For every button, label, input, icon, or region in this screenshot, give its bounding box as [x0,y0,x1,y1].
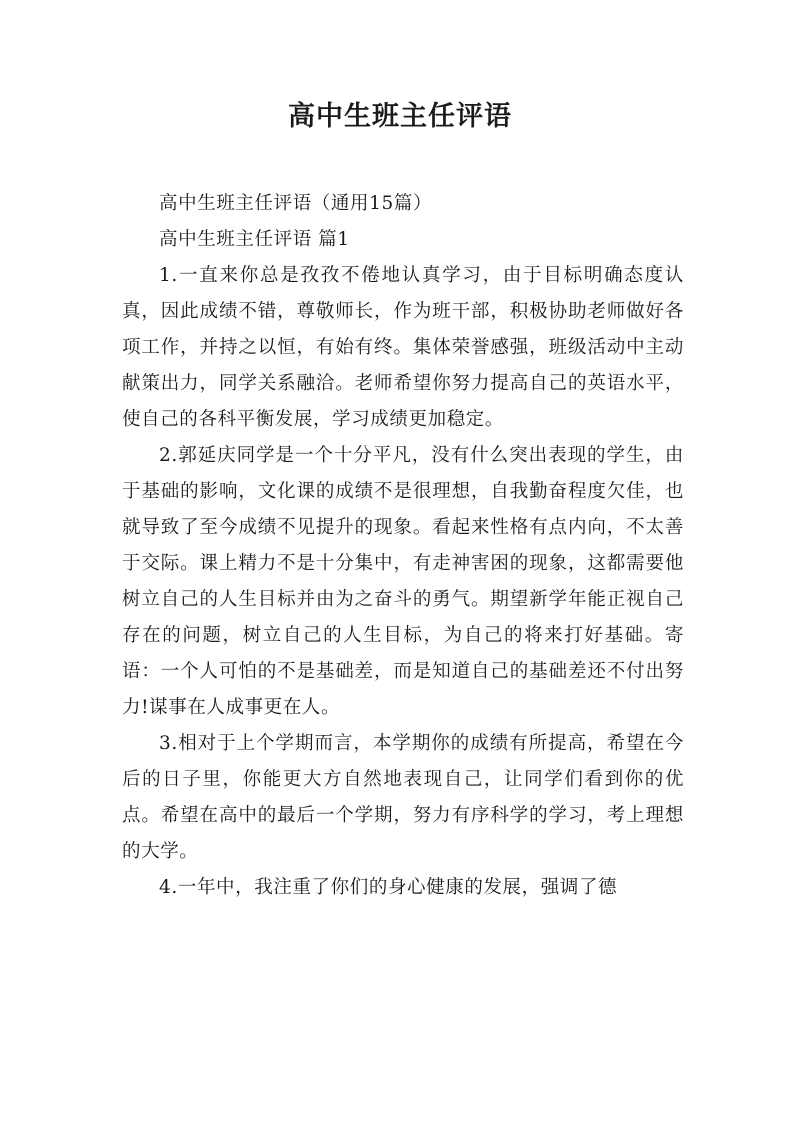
paragraph-2: 2.郭延庆同学是一个十分平凡，没有什么突出表现的学生，由于基础的影响，文化课的成绩不是很理想，自我勤奋程度欠佳，也就导致了至今成绩不见提升的现象。看起来性格有点内向，不太善于交际。课上精力不是十分集中，有走神害困的现象，这都需要他树立自己的人生目标并由为之奋斗的勇气。期望新学年能正视自己存在的问题，树立自己的人生目标，为自己的将来打好基础。寄语：一个人可怕的不是基础差，而是知道自己的基础差还不付出努力!谋事在人成事更在人。 [122,445,684,718]
paragraph-4: 4.一年中，我注重了你们的身心健康的发展，强调了德 [159,877,618,898]
paragraph-3: 3.相对于上个学期而言，本学期你的成绩有所提高，希望在今后的日子里，你能更大方自然地表现自己，让同学们看到你的优点。希望在高中的最后一个学期，努力有序科学的学习，考上理想的大学。 [122,733,684,862]
paragraph-1: 1.一直来你总是孜孜不倦地认真学习，由于目标明确态度认真，因此成绩不错，尊敬师长，作为班干部，积极协助老师做好各项工作，并持之以恒，有始有终。集体荣誉感强，班级活动中主动献策出力，同学关系融洽。老师希望你努力提高自己的英语水平，使自己的各科平衡发展，学习成绩更加稳定。 [122,265,684,430]
section-heading: 高中生班主任评语 篇1 [159,229,350,250]
document-subtitle: 高中生班主任评语（通用15篇） [159,193,433,214]
document-title: 高中生班主任评语 [288,101,512,132]
document-body [122,186,684,906]
